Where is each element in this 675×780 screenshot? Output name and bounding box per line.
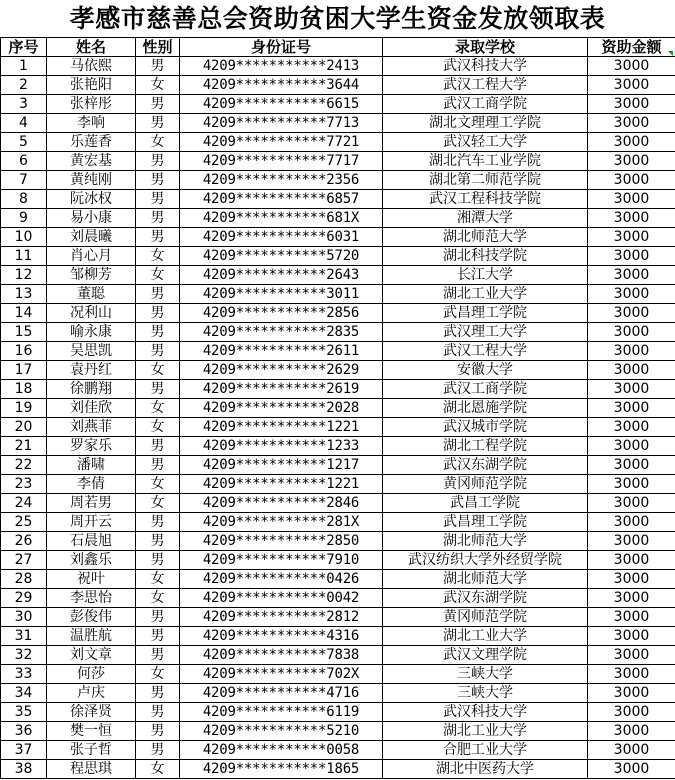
cell-id[interactable]: 4209***********2619 — [180, 380, 383, 399]
cell-index[interactable]: 3 — [1, 95, 47, 114]
cell-id[interactable]: 4209***********2850 — [180, 532, 383, 551]
cell-id[interactable]: 4209***********4716 — [180, 684, 383, 703]
table-row — [1, 380, 675, 399]
cell-index[interactable]: 6 — [1, 152, 47, 171]
table-row — [1, 114, 675, 133]
table-row — [1, 627, 675, 646]
cell-amount[interactable]: 3000 — [588, 209, 675, 228]
cell-amount[interactable]: 3000 — [588, 57, 675, 76]
cell-gender[interactable]: 男 — [136, 627, 180, 646]
cell-id[interactable]: 4209***********6031 — [180, 228, 383, 247]
cell-index[interactable]: 9 — [1, 209, 47, 228]
cell-id[interactable]: 4209***********7910 — [180, 551, 383, 570]
cell-name[interactable]: 卢庆 — [47, 684, 136, 703]
cell-school[interactable]: 湖北文理理工学院 — [383, 114, 588, 133]
header-row — [1, 38, 675, 57]
cell-gender[interactable]: 男 — [136, 741, 180, 760]
header-amount[interactable]: 资助金额 — [588, 38, 675, 57]
cell-gender[interactable]: 男 — [136, 323, 180, 342]
cell-index[interactable]: 23 — [1, 475, 47, 494]
cell-gender[interactable]: 男 — [136, 608, 180, 627]
table-row — [1, 589, 675, 608]
cell-school[interactable]: 安徽大学 — [383, 361, 588, 380]
cell-gender[interactable]: 女 — [136, 570, 180, 589]
cell-school[interactable]: 武汉工商学院 — [383, 95, 588, 114]
cell-school[interactable]: 湖北师范大学 — [383, 570, 588, 589]
cell-id[interactable]: 4209***********702X — [180, 665, 383, 684]
cell-index[interactable]: 25 — [1, 513, 47, 532]
cell-id[interactable]: 4209***********7717 — [180, 152, 383, 171]
table-row — [1, 608, 675, 627]
cell-id[interactable]: 4209***********6857 — [180, 190, 383, 209]
cell-amount[interactable]: 3000 — [588, 608, 675, 627]
cell-school[interactable]: 武昌理工学院 — [383, 513, 588, 532]
table-row — [1, 285, 675, 304]
cell-school[interactable]: 武昌工学院 — [383, 494, 588, 513]
cell-id[interactable]: 4209***********2356 — [180, 171, 383, 190]
cell-amount[interactable]: 3000 — [588, 190, 675, 209]
cell-amount[interactable]: 3000 — [588, 703, 675, 722]
cell-gender[interactable]: 男 — [136, 190, 180, 209]
cell-amount[interactable]: 3000 — [588, 589, 675, 608]
cell-school[interactable]: 湖北工业大学 — [383, 627, 588, 646]
cell-id[interactable]: 4209***********3644 — [180, 76, 383, 95]
cell-id[interactable]: 4209***********1217 — [180, 456, 383, 475]
cell-index[interactable]: 34 — [1, 684, 47, 703]
cell-amount[interactable]: 3000 — [588, 380, 675, 399]
cell-school[interactable]: 湖北第二师范学院 — [383, 171, 588, 190]
cell-index[interactable]: 32 — [1, 646, 47, 665]
cell-school[interactable]: 湖北师范大学 — [383, 228, 588, 247]
cell-amount[interactable]: 3000 — [588, 684, 675, 703]
cell-name[interactable]: 温胜航 — [47, 627, 136, 646]
cell-name[interactable]: 刘佳欣 — [47, 399, 136, 418]
cell-name[interactable]: 张艳阳 — [47, 76, 136, 95]
cell-gender[interactable]: 女 — [136, 133, 180, 152]
cell-gender[interactable]: 男 — [136, 513, 180, 532]
cell-id[interactable]: 4209***********2812 — [180, 608, 383, 627]
cell-id[interactable]: 4209***********281X — [180, 513, 383, 532]
cell-name[interactable]: 张梓彤 — [47, 95, 136, 114]
cell-amount[interactable]: 3000 — [588, 114, 675, 133]
table-row — [1, 190, 675, 209]
cell-school[interactable]: 武汉科技大学 — [383, 57, 588, 76]
cell-school[interactable]: 武汉工商学院 — [383, 380, 588, 399]
cell-name[interactable]: 周若男 — [47, 494, 136, 513]
cell-id[interactable]: 4209***********4316 — [180, 627, 383, 646]
cell-amount[interactable]: 3000 — [588, 760, 675, 779]
cell-gender[interactable]: 男 — [136, 228, 180, 247]
cell-id[interactable]: 4209***********2413 — [180, 57, 383, 76]
cell-amount[interactable]: 3000 — [588, 494, 675, 513]
cell-school[interactable]: 武昌理工学院 — [383, 304, 588, 323]
cell-school[interactable]: 武汉文理学院 — [383, 646, 588, 665]
cell-school[interactable]: 三峡大学 — [383, 665, 588, 684]
cell-school[interactable]: 湖北工程学院 — [383, 437, 588, 456]
cell-gender[interactable]: 男 — [136, 152, 180, 171]
cell-gender[interactable]: 男 — [136, 551, 180, 570]
table-row — [1, 532, 675, 551]
cell-index[interactable]: 27 — [1, 551, 47, 570]
cell-school[interactable]: 黄冈师范学院 — [383, 475, 588, 494]
cell-name[interactable]: 祝叶 — [47, 570, 136, 589]
cell-school[interactable]: 三峡大学 — [383, 684, 588, 703]
cell-amount[interactable]: 3000 — [588, 456, 675, 475]
cell-name[interactable]: 易小康 — [47, 209, 136, 228]
cell-gender[interactable]: 女 — [136, 76, 180, 95]
cell-amount[interactable]: 3000 — [588, 342, 675, 361]
cell-index[interactable]: 17 — [1, 361, 47, 380]
cell-name[interactable]: 吴思凯 — [47, 342, 136, 361]
cell-name[interactable]: 袁丹红 — [47, 361, 136, 380]
cell-amount[interactable]: 3000 — [588, 513, 675, 532]
cell-name[interactable]: 刘燕菲 — [47, 418, 136, 437]
cell-id[interactable]: 4209***********0426 — [180, 570, 383, 589]
table-row — [1, 266, 675, 285]
cell-gender[interactable]: 男 — [136, 532, 180, 551]
cell-name[interactable]: 李思怡 — [47, 589, 136, 608]
cell-index[interactable]: 10 — [1, 228, 47, 247]
table-row — [1, 133, 675, 152]
cell-index[interactable]: 5 — [1, 133, 47, 152]
cell-amount[interactable]: 3000 — [588, 399, 675, 418]
cell-school[interactable]: 湖北中医药大学 — [383, 760, 588, 779]
cell-school[interactable]: 湘潭大学 — [383, 209, 588, 228]
cell-school[interactable]: 黄冈师范学院 — [383, 608, 588, 627]
cell-index[interactable]: 8 — [1, 190, 47, 209]
cell-amount[interactable]: 3000 — [588, 475, 675, 494]
cell-gender[interactable]: 男 — [136, 380, 180, 399]
table-row — [1, 722, 675, 741]
table-row — [1, 323, 675, 342]
table-row — [1, 399, 675, 418]
header-school[interactable]: 录取学校 — [383, 38, 588, 57]
cell-name[interactable]: 刘晨曦 — [47, 228, 136, 247]
cell-name[interactable]: 况利山 — [47, 304, 136, 323]
cell-index[interactable]: 1 — [1, 57, 47, 76]
cell-id[interactable]: 4209***********0058 — [180, 741, 383, 760]
cell-index[interactable]: 37 — [1, 741, 47, 760]
cell-name[interactable]: 周开云 — [47, 513, 136, 532]
cell-amount[interactable]: 3000 — [588, 95, 675, 114]
cell-id[interactable]: 4209***********0042 — [180, 589, 383, 608]
cell-id[interactable]: 4209***********5210 — [180, 722, 383, 741]
cell-school[interactable]: 武汉轻工大学 — [383, 133, 588, 152]
cell-name[interactable]: 李倩 — [47, 475, 136, 494]
cell-gender[interactable]: 女 — [136, 418, 180, 437]
table-row — [1, 95, 675, 114]
cell-school[interactable]: 湖北师范大学 — [383, 532, 588, 551]
cell-school[interactable]: 武汉理工大学 — [383, 323, 588, 342]
cell-name[interactable]: 彭俊伟 — [47, 608, 136, 627]
cell-index[interactable]: 24 — [1, 494, 47, 513]
table-row — [1, 703, 675, 722]
cell-id[interactable]: 4209***********2028 — [180, 399, 383, 418]
cell-amount[interactable]: 3000 — [588, 285, 675, 304]
cell-id[interactable]: 4209***********7838 — [180, 646, 383, 665]
cell-amount[interactable]: 3000 — [588, 228, 675, 247]
cell-school[interactable]: 武汉工程大学 — [383, 76, 588, 95]
table-row — [1, 665, 675, 684]
table-row — [1, 361, 675, 380]
cell-name[interactable]: 董聪 — [47, 285, 136, 304]
cell-index[interactable]: 19 — [1, 399, 47, 418]
cell-gender[interactable]: 男 — [136, 437, 180, 456]
cell-name[interactable]: 肖心月 — [47, 247, 136, 266]
cell-index[interactable]: 16 — [1, 342, 47, 361]
cell-gender[interactable]: 女 — [136, 475, 180, 494]
cell-name[interactable]: 邹柳芳 — [47, 266, 136, 285]
cell-gender[interactable]: 女 — [136, 589, 180, 608]
cell-school[interactable]: 武汉东湖学院 — [383, 589, 588, 608]
cell-amount[interactable]: 3000 — [588, 741, 675, 760]
cell-school[interactable]: 武汉科技大学 — [383, 703, 588, 722]
table-row — [1, 57, 675, 76]
cell-amount[interactable]: 3000 — [588, 152, 675, 171]
cell-name[interactable]: 石晨旭 — [47, 532, 136, 551]
table-row — [1, 342, 675, 361]
cell-id[interactable]: 4209***********1221 — [180, 418, 383, 437]
cell-index[interactable]: 36 — [1, 722, 47, 741]
table-row — [1, 570, 675, 589]
cell-name[interactable]: 程思琪 — [47, 760, 136, 779]
cell-id[interactable]: 4209***********1233 — [180, 437, 383, 456]
cell-gender[interactable]: 男 — [136, 285, 180, 304]
cell-name[interactable]: 潘啸 — [47, 456, 136, 475]
table-row — [1, 741, 675, 760]
cell-school[interactable]: 合肥工业大学 — [383, 741, 588, 760]
table-row — [1, 646, 675, 665]
grant-table — [0, 37, 675, 779]
header-gender[interactable]: 性别 — [136, 38, 180, 57]
cell-index[interactable]: 20 — [1, 418, 47, 437]
cell-name[interactable]: 黄纯刚 — [47, 171, 136, 190]
table-row — [1, 684, 675, 703]
cell-gender[interactable]: 女 — [136, 665, 180, 684]
cell-amount[interactable]: 3000 — [588, 627, 675, 646]
cell-gender[interactable]: 男 — [136, 57, 180, 76]
cell-amount[interactable]: 3000 — [588, 304, 675, 323]
cell-name[interactable]: 乐莲香 — [47, 133, 136, 152]
cell-gender[interactable]: 男 — [136, 684, 180, 703]
table-row — [1, 247, 675, 266]
cell-index[interactable]: 2 — [1, 76, 47, 95]
cell-id[interactable]: 4209***********2856 — [180, 304, 383, 323]
cell-school[interactable]: 武汉城市学院 — [383, 418, 588, 437]
cell-id[interactable]: 4209***********7713 — [180, 114, 383, 133]
cell-gender[interactable]: 男 — [136, 722, 180, 741]
cell-id[interactable]: 4209***********681X — [180, 209, 383, 228]
cell-name[interactable]: 张子哲 — [47, 741, 136, 760]
cell-id[interactable]: 4209***********2835 — [180, 323, 383, 342]
table-row — [1, 494, 675, 513]
table-body — [1, 57, 675, 779]
cell-gender[interactable]: 男 — [136, 95, 180, 114]
cell-name[interactable]: 徐泽贤 — [47, 703, 136, 722]
cell-index[interactable]: 33 — [1, 665, 47, 684]
cell-gender[interactable]: 女 — [136, 266, 180, 285]
cell-name[interactable]: 徐鹏翔 — [47, 380, 136, 399]
table-row — [1, 475, 675, 494]
cell-index[interactable]: 13 — [1, 285, 47, 304]
cell-name[interactable]: 刘鑫乐 — [47, 551, 136, 570]
page-title: 孝感市慈善总会资助贫困大学生资金发放领取表 — [69, 4, 606, 33]
cell-id[interactable]: 4209***********2629 — [180, 361, 383, 380]
cell-index[interactable]: 14 — [1, 304, 47, 323]
cell-gender[interactable]: 女 — [136, 247, 180, 266]
cell-index[interactable]: 31 — [1, 627, 47, 646]
cell-gender[interactable]: 男 — [136, 304, 180, 323]
cell-id[interactable]: 4209***********2611 — [180, 342, 383, 361]
cell-gender[interactable]: 男 — [136, 456, 180, 475]
cell-name[interactable]: 罗家乐 — [47, 437, 136, 456]
cell-school[interactable]: 湖北工业大学 — [383, 722, 588, 741]
cell-amount[interactable]: 3000 — [588, 570, 675, 589]
cell-school[interactable]: 湖北科技学院 — [383, 247, 588, 266]
cell-amount[interactable]: 3000 — [588, 532, 675, 551]
header-index[interactable]: 序号 — [1, 38, 47, 57]
cell-index[interactable]: 38 — [1, 760, 47, 779]
cell-name[interactable]: 何莎 — [47, 665, 136, 684]
cell-school[interactable]: 长江大学 — [383, 266, 588, 285]
cell-name[interactable]: 李响 — [47, 114, 136, 133]
cell-school[interactable]: 湖北汽车工业学院 — [383, 152, 588, 171]
cell-index[interactable]: 30 — [1, 608, 47, 627]
cell-gender[interactable]: 女 — [136, 760, 180, 779]
cell-amount[interactable]: 3000 — [588, 266, 675, 285]
cell-index[interactable]: 22 — [1, 456, 47, 475]
table-row — [1, 76, 675, 95]
cell-amount[interactable]: 3000 — [588, 323, 675, 342]
cell-gender[interactable]: 女 — [136, 361, 180, 380]
cell-gender[interactable]: 男 — [136, 209, 180, 228]
cell-id[interactable]: 4209***********6615 — [180, 95, 383, 114]
header-name[interactable]: 姓名 — [47, 38, 136, 57]
cell-amount[interactable]: 3000 — [588, 437, 675, 456]
table-row — [1, 418, 675, 437]
cell-id[interactable]: 4209***********3011 — [180, 285, 383, 304]
cell-amount[interactable]: 3000 — [588, 133, 675, 152]
cell-school[interactable]: 湖北工业大学 — [383, 285, 588, 304]
cell-gender[interactable]: 男 — [136, 342, 180, 361]
cell-gender[interactable]: 男 — [136, 114, 180, 133]
cell-school[interactable]: 武汉工程大学 — [383, 342, 588, 361]
cell-index[interactable]: 29 — [1, 589, 47, 608]
cell-index[interactable]: 11 — [1, 247, 47, 266]
cell-index[interactable]: 12 — [1, 266, 47, 285]
cell-index[interactable]: 21 — [1, 437, 47, 456]
cell-id[interactable]: 4209***********2643 — [180, 266, 383, 285]
cell-name[interactable]: 喻永康 — [47, 323, 136, 342]
table-row — [1, 513, 675, 532]
cell-gender[interactable]: 男 — [136, 646, 180, 665]
cell-index[interactable]: 15 — [1, 323, 47, 342]
cell-id[interactable]: 4209***********7721 — [180, 133, 383, 152]
cell-school[interactable]: 湖北恩施学院 — [383, 399, 588, 418]
table-row — [1, 551, 675, 570]
table-row — [1, 760, 675, 779]
cell-name[interactable]: 阮冰权 — [47, 190, 136, 209]
cell-amount[interactable]: 3000 — [588, 646, 675, 665]
cell-id[interactable]: 4209***********2846 — [180, 494, 383, 513]
header-id[interactable]: 身份证号 — [180, 38, 383, 57]
cell-amount[interactable]: 3000 — [588, 722, 675, 741]
cell-index[interactable]: 26 — [1, 532, 47, 551]
cell-gender[interactable]: 男 — [136, 171, 180, 190]
table-row — [1, 152, 675, 171]
cell-gender[interactable]: 女 — [136, 494, 180, 513]
cell-id[interactable]: 4209***********5720 — [180, 247, 383, 266]
table-row — [1, 209, 675, 228]
cell-note-marker — [668, 51, 673, 56]
cell-name[interactable]: 刘文章 — [47, 646, 136, 665]
cell-amount[interactable]: 3000 — [588, 361, 675, 380]
cell-school[interactable]: 武汉纺织大学外经贸学院 — [383, 551, 588, 570]
cell-id[interactable]: 4209***********1221 — [180, 475, 383, 494]
cell-amount[interactable]: 3000 — [588, 551, 675, 570]
cell-amount[interactable]: 3000 — [588, 247, 675, 266]
cell-school[interactable]: 武汉工程科技学院 — [383, 190, 588, 209]
cell-index[interactable]: 7 — [1, 171, 47, 190]
cell-name[interactable]: 马依熙 — [47, 57, 136, 76]
cell-index[interactable]: 28 — [1, 570, 47, 589]
cell-gender[interactable]: 女 — [136, 399, 180, 418]
cell-gender[interactable]: 男 — [136, 703, 180, 722]
cell-id[interactable]: 4209***********1865 — [180, 760, 383, 779]
cell-amount[interactable]: 3000 — [588, 418, 675, 437]
table-row — [1, 437, 675, 456]
cell-index[interactable]: 18 — [1, 380, 47, 399]
table-row — [1, 304, 675, 323]
cell-name[interactable]: 黄宏基 — [47, 152, 136, 171]
cell-amount[interactable]: 3000 — [588, 76, 675, 95]
cell-amount[interactable]: 3000 — [588, 171, 675, 190]
cell-amount[interactable]: 3000 — [588, 665, 675, 684]
cell-index[interactable]: 4 — [1, 114, 47, 133]
cell-school[interactable]: 武汉东湖学院 — [383, 456, 588, 475]
cell-name[interactable]: 樊一恒 — [47, 722, 136, 741]
table-row — [1, 456, 675, 475]
table-row — [1, 171, 675, 190]
table-row — [1, 228, 675, 247]
cell-id[interactable]: 4209***********6119 — [180, 703, 383, 722]
cell-index[interactable]: 35 — [1, 703, 47, 722]
